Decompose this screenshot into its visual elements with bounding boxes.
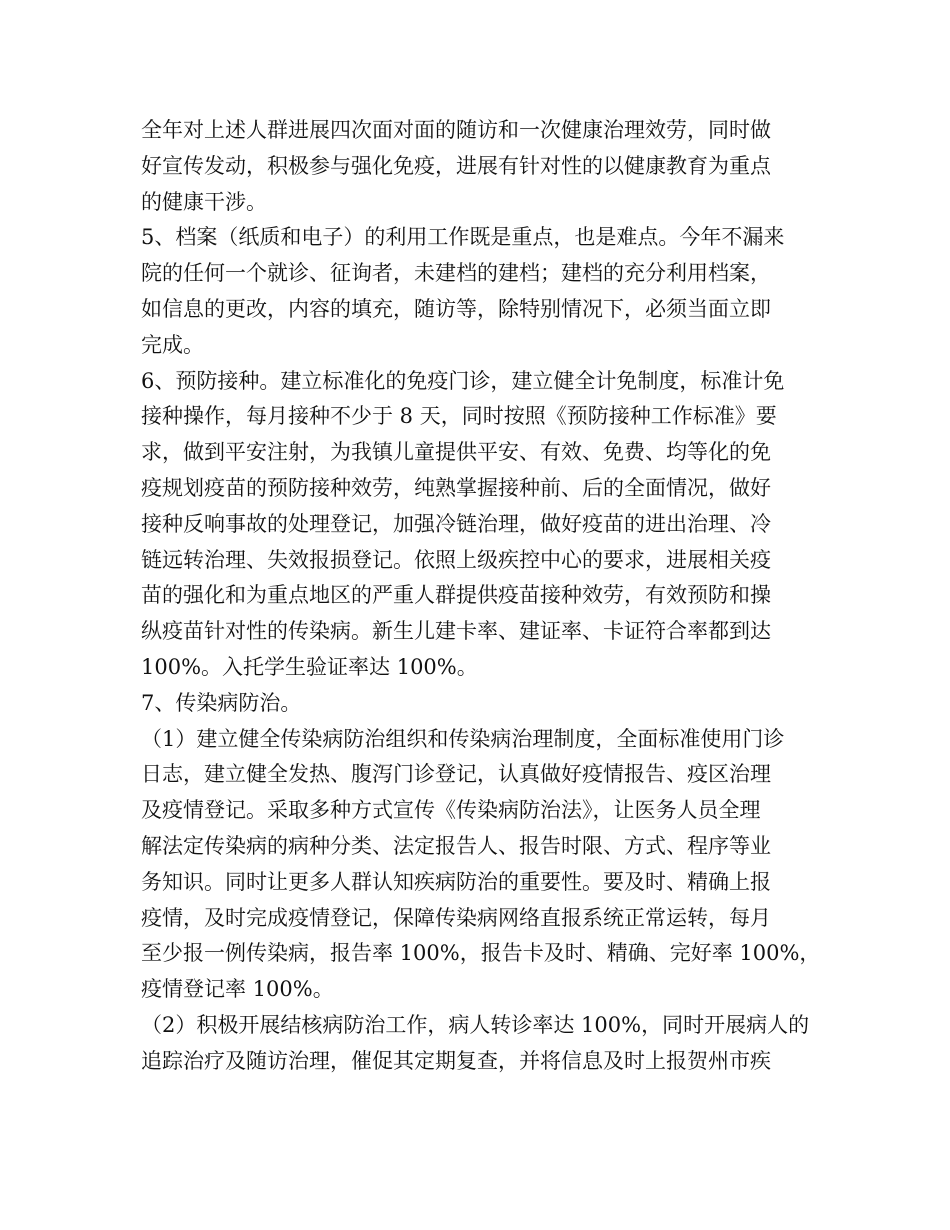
text-line: 如信息的更改，内容的填充，随访等，除特别情况下，必须当面立即 — [141, 296, 771, 321]
text-line: 链远转治理、失效报损登记。依照上级疾控中心的要求，进展相关疫 — [141, 547, 771, 572]
text-line: 6、预防接种。建立标准化的免疫门诊，建立健全计免制度，标准计免 — [141, 368, 785, 393]
text-line: 的健康干涉。 — [141, 189, 267, 214]
text-line: 接种操作，每月接种不少于 8 天，同时按照《预防接种工作标准》要 — [141, 404, 777, 429]
text-line: 好宣传发动，积极参与强化免疫，进展有针对性的以健康教育为重点 — [141, 153, 771, 178]
text-line: 追踪治疗及随访治理，催促其定期复查，并将信息及时上报贺州市疾 — [141, 1048, 771, 1073]
text-line: （1）建立健全传染病防治组织和传染病治理制度，全面标准使用门诊 — [141, 726, 785, 751]
text-line: 完成。 — [141, 332, 204, 357]
text-line: 100%。入托学生验证率达 100%。 — [141, 654, 478, 679]
text-line: 院的任何一个就诊、征询者，未建档的建档；建档的充分利用档案， — [141, 261, 771, 286]
text-line: 全年对上述人群进展四次面对面的随访和一次健康治理效劳，同时做 — [141, 118, 771, 142]
text-line: （2）积极开展结核病防治工作，病人转诊率达 100%，同时开展病人的 — [141, 1012, 810, 1037]
text-line: 求，做到平安注射，为我镇儿童提供平安、有效、免费、均等化的免 — [141, 440, 771, 465]
text-line: 务知识。同时让更多人群认知疾病防治的重要性。要及时、精确上报 — [141, 869, 771, 894]
text-line: 纵疫苗针对性的传染病。新生儿建卡率、建证率、卡证符合率都到达 — [141, 619, 771, 644]
text-line: 及疫情登记。采取多种方式宣传《传染病防治法》，让医务人员全理 — [141, 798, 761, 823]
text-line: 疫情，及时完成疫情登记，保障传染病网络直报系统正常运转，每月 — [141, 905, 771, 930]
text-line: 至少报一例传染病，报告率 100%，报告卡及时、精确、完好率 100%， — [141, 941, 821, 966]
text-line: 5、档案（纸质和电子）的利用工作既是重点，也是难点。今年不漏来 — [141, 225, 785, 250]
text-line: 日志，建立健全发热、腹泻门诊登记，认真做好疫情报告、疫区治理 — [141, 762, 771, 787]
text-line: 苗的强化和为重点地区的严重人群提供疫苗接种效劳，有效预防和操 — [141, 583, 771, 608]
text-line: 疫情登记率 100%。 — [141, 977, 334, 1002]
text-line: 解法定传染病的病种分类、法定报告人、报告时限、方式、程序等业 — [141, 833, 771, 858]
text-line: 接种反响事故的处理登记，加强冷链治理，做好疫苗的进出治理、冷 — [141, 511, 771, 536]
text-line: 疫规划疫苗的预防接种效劳，纯熟掌握接种前、后的全面情况，做好 — [141, 475, 771, 500]
body-text — [141, 113, 821, 1080]
text-line: 7、传染病防治。 — [141, 690, 302, 715]
